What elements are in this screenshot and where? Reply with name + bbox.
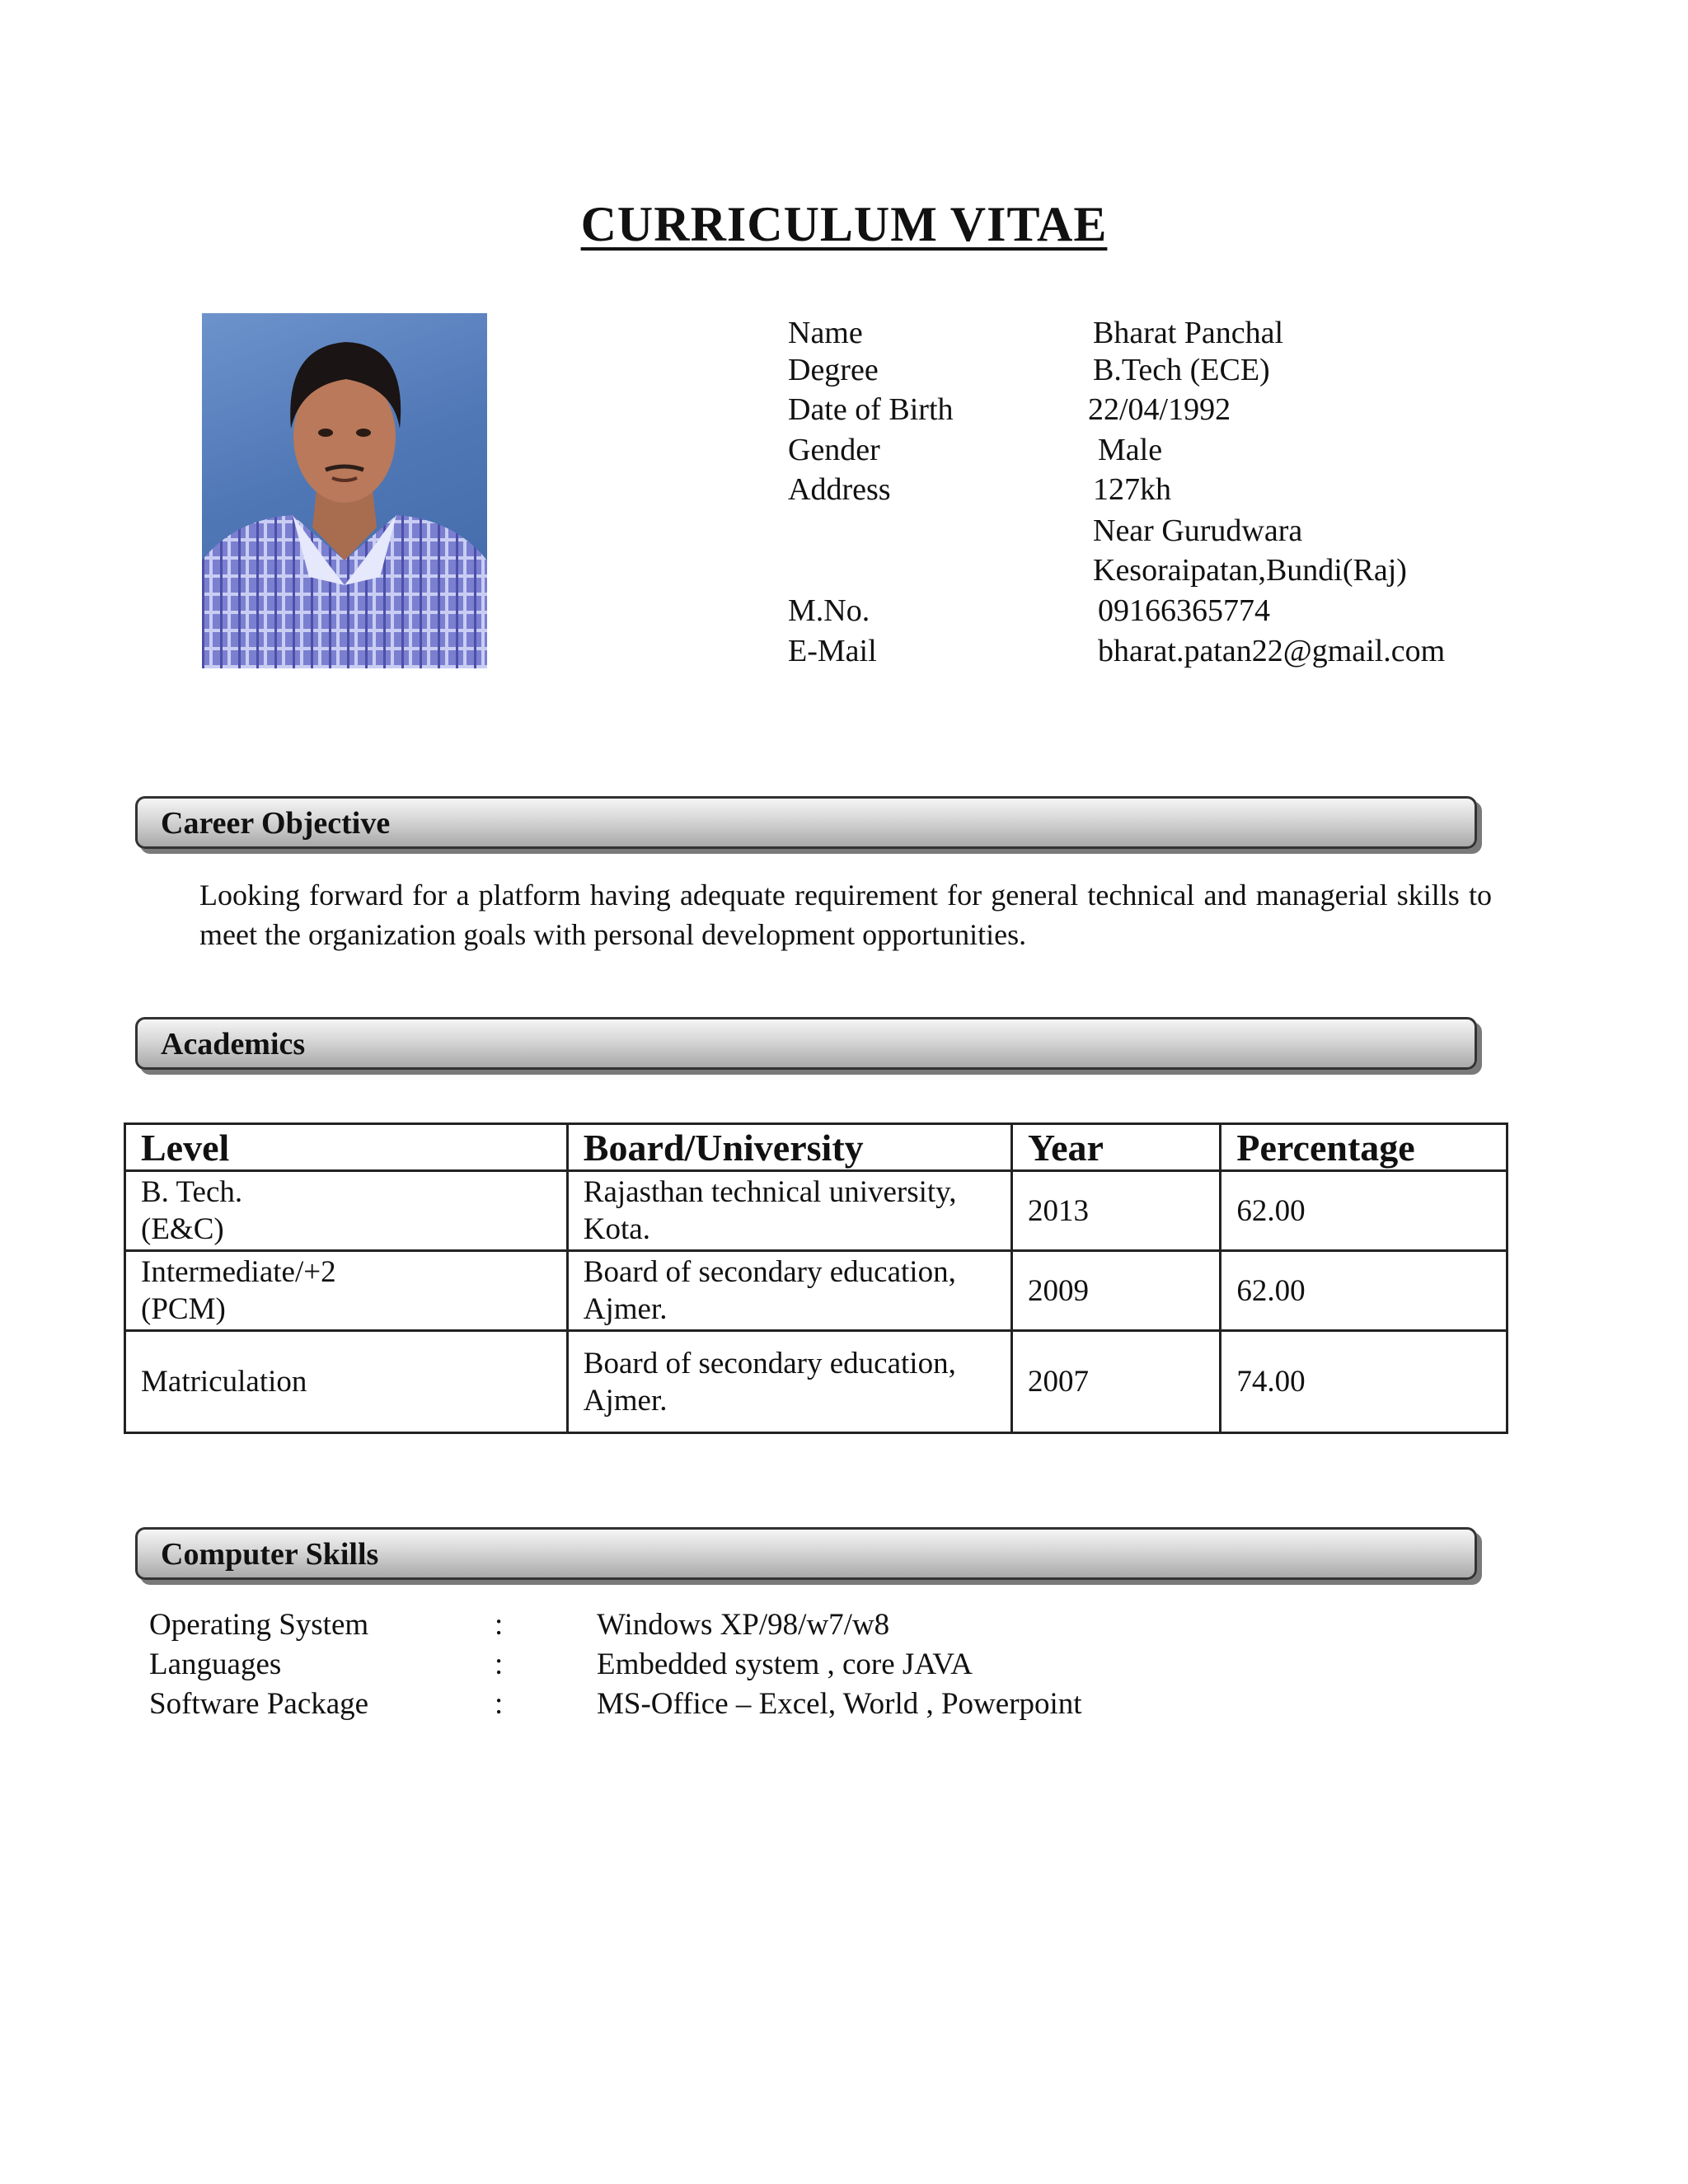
skill-separator: : — [495, 1687, 504, 1721]
cell-year: 2007 — [1012, 1331, 1221, 1433]
skill-separator: : — [495, 1608, 504, 1642]
table-header-row — [125, 1124, 1507, 1171]
cell-year: 2013 — [1012, 1171, 1221, 1251]
email-value: bharat.patan22@gmail.com — [1098, 634, 1446, 668]
mobile-label: M.No. — [788, 593, 870, 628]
address-label: Address — [788, 472, 891, 507]
cell-percentage: 62.00 — [1221, 1171, 1507, 1251]
gender-value: Male — [1098, 433, 1163, 467]
cell-board: Rajasthan technical university, Kota. — [567, 1171, 1011, 1251]
section-title: Career Objective — [161, 806, 391, 841]
cell-year: 2009 — [1012, 1251, 1221, 1331]
skill-value: Windows XP/98/w7/w8 — [597, 1608, 890, 1642]
table-row — [125, 1171, 1507, 1251]
skill-key: Software Package — [149, 1687, 369, 1721]
name-value: Bharat Panchal — [1093, 316, 1284, 350]
cell-level: Intermediate/+2 (PCM) — [125, 1251, 568, 1331]
cell-level: Matriculation — [125, 1331, 568, 1433]
section-header-skills — [135, 1527, 1477, 1580]
name-label: Name — [788, 316, 863, 350]
header-board: Board/University — [567, 1124, 1011, 1171]
section-title: Computer Skills — [161, 1537, 379, 1572]
cell-board: Board of secondary education, Ajmer. — [567, 1331, 1011, 1433]
skill-value: MS-Office – Excel, World , Powerpoint — [597, 1687, 1082, 1721]
email-label: E-Mail — [788, 634, 877, 668]
header-level: Level — [125, 1124, 568, 1171]
header-year: Year — [1012, 1124, 1221, 1171]
dob-label: Date of Birth — [788, 392, 954, 427]
section-title: Academics — [161, 1027, 306, 1062]
career-objective-text: Looking forward for a platform having adequate requirement for general technical and managerial skills to meet the organization goals with personal development opportunities. — [199, 879, 1492, 951]
table-row — [125, 1331, 1507, 1433]
skill-value: Embedded system , core JAVA — [597, 1647, 973, 1681]
degree-label: Degree — [788, 353, 879, 387]
gender-label: Gender — [788, 433, 880, 467]
page-title: CURRICULUM VITAE — [580, 197, 1108, 251]
academics-table — [124, 1122, 1508, 1434]
section-header-career — [135, 796, 1477, 849]
cell-percentage: 74.00 — [1221, 1331, 1507, 1433]
cell-board: Board of secondary education, Ajmer. — [567, 1251, 1011, 1331]
mobile-value: 09166365774 — [1098, 593, 1270, 628]
skill-key: Languages — [149, 1647, 282, 1681]
profile-photo — [202, 313, 487, 668]
address-line-2: Near Gurudwara — [1093, 513, 1303, 548]
cell-level: B. Tech. (E&C) — [125, 1171, 568, 1251]
skill-key: Operating System — [149, 1608, 369, 1642]
dob-value: 22/04/1992 — [1088, 392, 1231, 427]
degree-value: B.Tech (ECE) — [1093, 353, 1270, 387]
section-header-academics — [135, 1017, 1477, 1070]
address-line-3: Kesoraipatan,Bundi(Raj) — [1093, 553, 1407, 588]
address-line-1: 127kh — [1093, 472, 1171, 507]
skill-separator: : — [495, 1647, 504, 1681]
table-row — [125, 1251, 1507, 1331]
header-percentage: Percentage — [1221, 1124, 1507, 1171]
cell-percentage: 62.00 — [1221, 1251, 1507, 1331]
